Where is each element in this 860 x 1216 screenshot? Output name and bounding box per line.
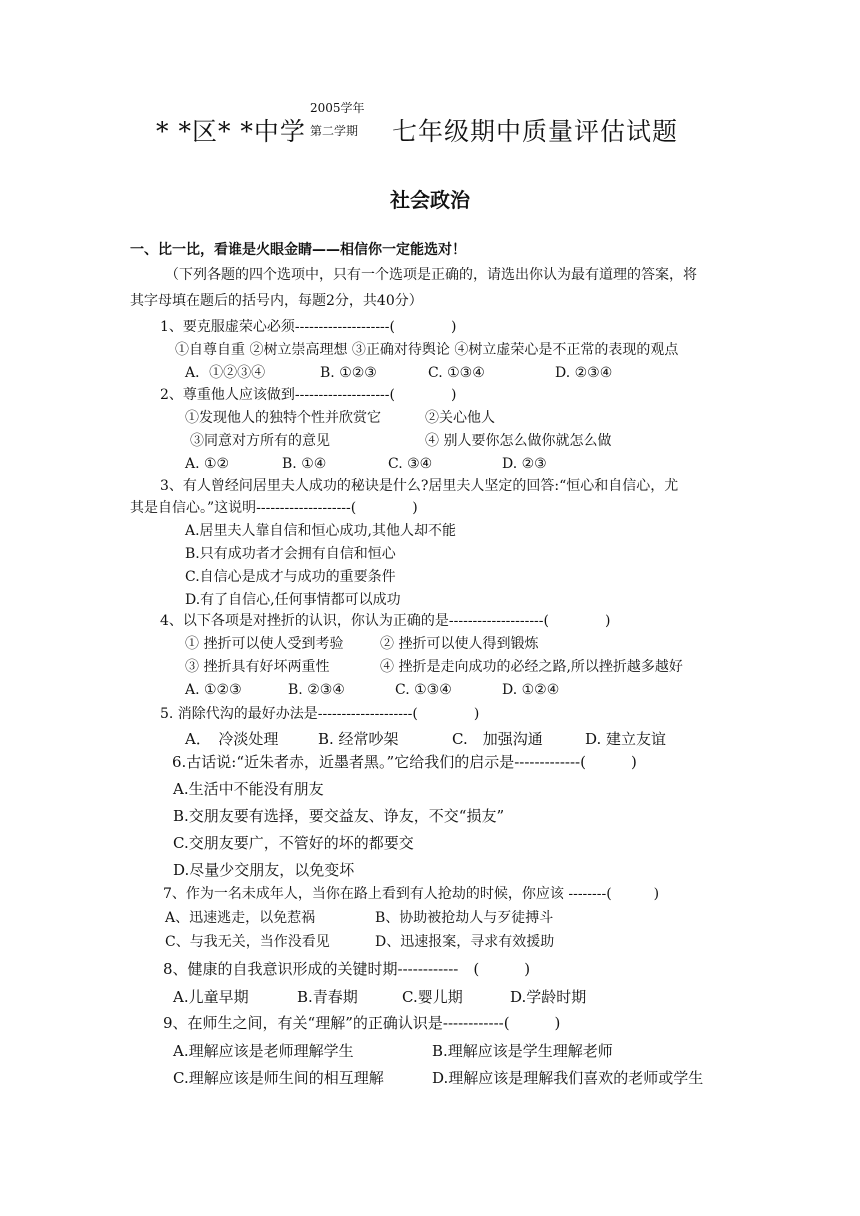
q9-choice-a: A.理解应该是老师理解学生: [173, 1042, 354, 1060]
q2-choice-a: A. ①②: [185, 456, 230, 472]
exam-header: [156, 112, 306, 148]
q7-choice-d: D、迅速报案，寻求有效援助: [375, 934, 555, 950]
q4-choice-b: B. ②③④: [288, 682, 345, 698]
q8-choice-d: D.学龄时期: [510, 988, 587, 1006]
q3-choice-b: B.只有成功者才会拥有自信和恒心: [185, 546, 396, 562]
q3-stem-2: 其是自信心。”这说明--------------------( ): [130, 500, 418, 516]
q5-choice-c: C. 加强沟通: [452, 730, 543, 748]
q2-choice-c: C. ③④: [388, 456, 433, 472]
q3-choice-d: D.有了自信心,任何事情都可以成功: [185, 592, 401, 608]
q8-choice-a: A.儿童早期: [173, 988, 249, 1006]
q5-choice-b: B. 经常吵架: [318, 730, 399, 748]
q6-stem: 6.古话说:“近朱者赤，近墨者黑。”它给我们的启示是-------------( ): [172, 753, 637, 771]
q5-stem: 5. 消除代沟的最好办法是--------------------( ): [160, 706, 480, 722]
q1-options: ①自尊自重 ②树立崇高理想 ③正确对待舆论 ④树立虚荣心是不正常的表现的观点: [175, 342, 679, 358]
q2-option-1: ①发现他人的独特个性并欣赏它: [185, 410, 381, 426]
q2-choice-b: B. ①④: [282, 456, 327, 472]
q3-choice-c: C.自信心是成才与成功的重要条件: [185, 569, 396, 585]
q6-choice-c: C.交朋友要广，不管好的坏的都要交: [173, 834, 414, 852]
q4-option-1: ① 挫折可以使人受到考验: [185, 636, 344, 652]
q9-choice-d: D.理解应该是理解我们喜欢的老师或学生: [432, 1069, 704, 1087]
q6-choice-b: B.交朋友要有选择，要交益友、诤友，不交“损友”: [173, 807, 505, 825]
q2-stem: 2、尊重他人应该做到--------------------( ): [160, 387, 457, 403]
exam-title: 七年级期中质量评估试题: [392, 117, 679, 146]
q7-choice-a: A、迅速逃走，以免惹祸: [165, 910, 316, 926]
q6-choice-d: D.尽量少交朋友，以免变坏: [173, 861, 355, 879]
term-label: 第二学期: [310, 124, 359, 138]
q5-choice-a: A． 冷淡处理: [185, 730, 279, 748]
q9-choice-c: C.理解应该是师生间的相互理解: [173, 1069, 384, 1087]
q4-stem: 4、以下各项是对挫折的认识，你认为正确的是--------------------( ): [160, 613, 611, 629]
subject-title: 社会政治: [390, 188, 470, 212]
q1-choice-a: A．①②③④: [185, 365, 266, 381]
section-instructions-1: （下列各题的四个选项中，只有一个选项是正确的，请选出你认为最有道理的答案，将: [165, 267, 697, 283]
q4-option-4: ④ 挫折是走向成功的必经之路,所以挫折越多越好: [380, 659, 683, 675]
q4-choice-c: C. ①③④: [395, 682, 452, 698]
section-heading: 一、比一比，看谁是火眼金睛——相信你一定能选对！: [130, 242, 466, 258]
q2-option-3: ③同意对方所有的意见: [190, 433, 330, 449]
q2-option-2: ②关心他人: [425, 410, 495, 426]
q2-choice-d: D. ②③: [502, 456, 547, 472]
q4-option-2: ② 挫折可以使人得到锻炼: [380, 636, 539, 652]
q7-choice-c: C、与我无关，当作没看见: [165, 934, 330, 950]
q7-stem: 7、作为一名未成年人，当你在路上看到有人抢劫的时候，你应该 --------( ): [163, 886, 660, 902]
q6-choice-a: A.生活中不能没有朋友: [173, 780, 324, 798]
q3-stem-1: 3、有人曾经问居里夫人成功的秘诀是什么?居里夫人坚定的回答:“恒心和自信心，尤: [160, 478, 679, 494]
q7-choice-b: B、协助被抢劫人与歹徒搏斗: [375, 910, 554, 926]
q8-stem: 8、健康的自我意识形成的关键时期------------ ( ): [163, 960, 531, 978]
q4-option-3: ③ 挫折具有好坏两重性: [185, 659, 330, 675]
q4-choice-a: A. ①②③: [185, 682, 242, 698]
q8-choice-c: C.婴儿期: [402, 988, 463, 1006]
q1-choice-b: B. ①②③: [320, 365, 377, 381]
q1-choice-d: D. ②③④: [555, 365, 613, 381]
q1-choice-c: C. ①③④: [428, 365, 485, 381]
q8-choice-b: B.青春期: [297, 988, 358, 1006]
q1-stem: 1、要克服虚荣心必须--------------------( ): [160, 319, 457, 335]
q3-choice-a: A.居里夫人靠自信和恒心成功,其他人却不能: [185, 523, 457, 539]
year-label: 2005学年: [310, 101, 365, 115]
q2-option-4: ④ 别人要你怎么做你就怎么做: [425, 433, 612, 449]
section-instructions-2: 其字母填在题后的括号内，每题2分，共40分）: [130, 293, 423, 309]
q9-choice-b: B.理解应该是学生理解老师: [432, 1042, 613, 1060]
q5-choice-d: D. 建立友谊: [585, 730, 667, 748]
q9-stem: 9、在师生之间，有关“理解”的正确认识是------------( ): [163, 1014, 561, 1032]
school-name: * *区* *中学: [156, 117, 306, 146]
q4-choice-d: D. ①②④: [502, 682, 560, 698]
